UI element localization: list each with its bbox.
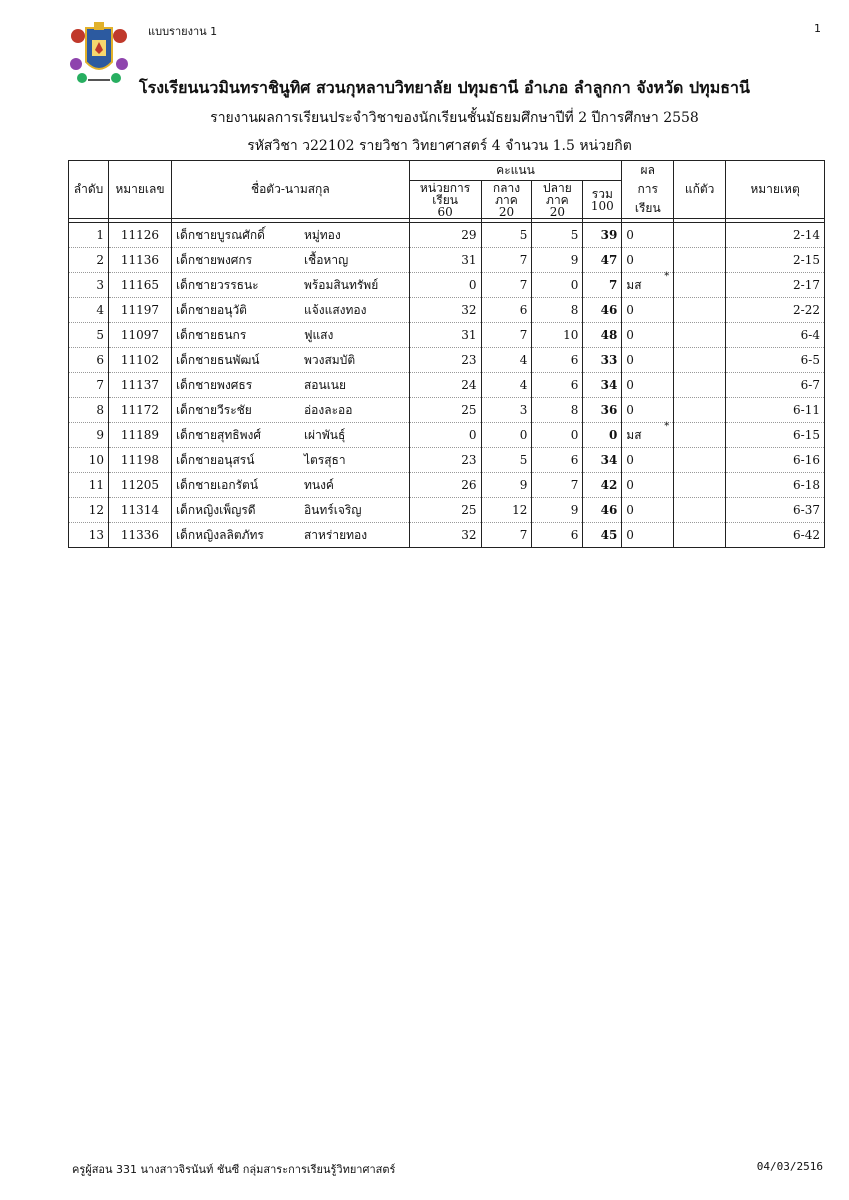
last-name: แจ้งแสงทอง [303, 302, 367, 317]
fix-cell [674, 373, 726, 398]
result-cell [622, 448, 674, 473]
fix-cell [674, 273, 726, 298]
score-mid: 9 [481, 473, 532, 498]
note-cell: 6-18 [726, 473, 825, 498]
score-mid: 12 [481, 498, 532, 523]
row-order: 11 [69, 473, 109, 498]
table-row [69, 423, 825, 448]
note-cell: 2-15 [726, 248, 825, 273]
report-title: รายงานผลการเรียนประจำวิชาของนักเรียนชั้นมัธยมศึกษาปีที่ 2 ปีการศึกษา 2558 [210, 110, 699, 126]
fix-cell [674, 348, 726, 373]
table-row [69, 473, 825, 498]
score-final: 0 [532, 273, 583, 298]
score-unit: 26 [409, 473, 481, 498]
score-unit: 32 [409, 298, 481, 323]
table-row [69, 273, 825, 298]
result-cell [622, 323, 674, 348]
teacher-footer: ครูผู้สอน 331 นางสาวจิรนันท์ ชันซี กลุ่มสาระการเรียนรู้วิทยาศาสตร์ [72, 1163, 396, 1176]
result-cell [622, 223, 674, 248]
student-id: 11205 [108, 473, 171, 498]
score-unit: 24 [409, 373, 481, 398]
result-cell [622, 473, 674, 498]
result-value: 0 [626, 353, 634, 367]
student-name [171, 448, 409, 473]
result-cell [622, 298, 674, 323]
student-id: 11336 [108, 523, 171, 548]
student-name [171, 348, 409, 373]
score-unit: 25 [409, 398, 481, 423]
result-value: 0 [626, 228, 634, 242]
table-row [69, 298, 825, 323]
fix-cell [674, 498, 726, 523]
score-total: 45 [583, 523, 622, 548]
row-order: 4 [69, 298, 109, 323]
student-name [171, 498, 409, 523]
fix-cell [674, 523, 726, 548]
student-name [171, 223, 409, 248]
student-name [171, 323, 409, 348]
first-name: เด็กชายวีระชัย [175, 402, 252, 417]
student-name [171, 373, 409, 398]
table-row [69, 373, 825, 398]
student-id: 11126 [108, 223, 171, 248]
last-name: อ่องละออ [303, 402, 353, 417]
fix-cell [674, 248, 726, 273]
score-mid: 5 [481, 448, 532, 473]
col-mid: กลางภาค 20 [481, 181, 532, 219]
student-id: 11137 [108, 373, 171, 398]
score-mid: 3 [481, 398, 532, 423]
first-name: เด็กหญิงลลิตภัทร [175, 527, 264, 542]
col-name: ชื่อตัว-นามสกุล [171, 161, 409, 219]
last-name: ฟูแสง [303, 327, 334, 342]
fix-cell [674, 473, 726, 498]
table-row [69, 448, 825, 473]
result-cell [622, 398, 674, 423]
result-value: 0 [626, 378, 634, 392]
student-id: 11172 [108, 398, 171, 423]
score-unit: 0 [409, 423, 481, 448]
col-fix: แก้ตัว [674, 161, 726, 219]
row-order: 7 [69, 373, 109, 398]
result-cell [622, 498, 674, 523]
note-cell: 2-14 [726, 223, 825, 248]
student-name [171, 473, 409, 498]
student-id: 11136 [108, 248, 171, 273]
score-unit: 23 [409, 348, 481, 373]
student-name [171, 273, 409, 298]
score-final: 7 [532, 473, 583, 498]
student-name [171, 248, 409, 273]
last-name: เผ่าพันธุ์ [303, 427, 346, 442]
last-name: พวงสมบัติ [303, 352, 356, 367]
table-row [69, 498, 825, 523]
score-total: 46 [583, 298, 622, 323]
student-name [171, 523, 409, 548]
score-total: 42 [583, 473, 622, 498]
row-order: 9 [69, 423, 109, 448]
result-value: มส [626, 277, 642, 292]
col-order: ลำดับ [69, 161, 109, 219]
fix-cell [674, 223, 726, 248]
table-row [69, 348, 825, 373]
first-name: เด็กชายพงศธร [175, 377, 253, 392]
score-final: 9 [532, 248, 583, 273]
score-total: 48 [583, 323, 622, 348]
fix-cell [674, 448, 726, 473]
col-note: หมายเหตุ [726, 161, 825, 219]
score-final: 10 [532, 323, 583, 348]
note-cell: 2-17 [726, 273, 825, 298]
col-id: หมายเลข [108, 161, 171, 219]
last-name: ทนงค์ [303, 477, 334, 492]
table-row [69, 398, 825, 423]
result-value: มส [626, 427, 642, 442]
first-name: เด็กชายธนกร [175, 327, 247, 342]
score-total: 34 [583, 448, 622, 473]
last-name: หมู่ทอง [303, 227, 341, 242]
score-total: 36 [583, 398, 622, 423]
last-name: พร้อมสินทรัพย์ [303, 277, 379, 292]
student-name [171, 298, 409, 323]
result-cell [622, 523, 674, 548]
student-id: 11189 [108, 423, 171, 448]
result-cell [622, 348, 674, 373]
first-name: เด็กชายสุทธิพงศ์ [175, 427, 261, 442]
score-final: 6 [532, 373, 583, 398]
score-total: 7 [583, 273, 622, 298]
result-value: 0 [626, 478, 634, 492]
result-cell [622, 273, 674, 298]
row-order: 12 [69, 498, 109, 523]
score-total: 47 [583, 248, 622, 273]
result-value: 0 [626, 528, 634, 542]
last-name: เชื้อหาญ [303, 252, 349, 267]
page-number: 1 [814, 22, 821, 35]
fix-cell [674, 398, 726, 423]
score-final: 6 [532, 448, 583, 473]
score-mid: 7 [481, 323, 532, 348]
score-final: 6 [532, 348, 583, 373]
student-name [171, 423, 409, 448]
score-mid: 4 [481, 348, 532, 373]
result-value: 0 [626, 453, 634, 467]
result-value: 0 [626, 253, 634, 267]
result-value: 0 [626, 328, 634, 342]
note-cell: 2-22 [726, 298, 825, 323]
last-name: สาหร่ายทอง [303, 527, 368, 542]
score-unit: 31 [409, 323, 481, 348]
note-cell: 6-11 [726, 398, 825, 423]
first-name: เด็กชายวรรธนะ [175, 277, 259, 292]
score-mid: 4 [481, 373, 532, 398]
student-id: 11198 [108, 448, 171, 473]
row-order: 1 [69, 223, 109, 248]
score-mid: 7 [481, 273, 532, 298]
row-order: 10 [69, 448, 109, 473]
note-cell: 6-42 [726, 523, 825, 548]
student-id: 11197 [108, 298, 171, 323]
first-name: เด็กหญิงเพ็ญรดี [175, 502, 256, 517]
score-total: 46 [583, 498, 622, 523]
result-star: * [664, 271, 670, 282]
note-cell: 6-5 [726, 348, 825, 373]
row-order: 2 [69, 248, 109, 273]
student-id: 11102 [108, 348, 171, 373]
student-id: 11165 [108, 273, 171, 298]
row-order: 13 [69, 523, 109, 548]
score-unit: 23 [409, 448, 481, 473]
result-cell [622, 423, 674, 448]
col-final: ปลายภาค 20 [532, 181, 583, 219]
col-total: รวม 100 [583, 181, 622, 219]
row-order: 8 [69, 398, 109, 423]
student-id: 11314 [108, 498, 171, 523]
student-id: 11097 [108, 323, 171, 348]
score-mid: 7 [481, 523, 532, 548]
grades-table [68, 160, 825, 548]
table-row [69, 523, 825, 548]
result-star: * [664, 421, 670, 432]
fix-cell [674, 298, 726, 323]
table-row [69, 223, 825, 248]
first-name: เด็กชายอนุสรน์ [175, 452, 255, 467]
col-result: ผล การเรียน [622, 161, 674, 219]
table-row [69, 248, 825, 273]
score-total: 33 [583, 348, 622, 373]
result-cell [622, 248, 674, 273]
result-cell [622, 373, 674, 398]
col-score-group: คะแนน [409, 161, 622, 181]
score-unit: 29 [409, 223, 481, 248]
row-order: 6 [69, 348, 109, 373]
result-value: 0 [626, 403, 634, 417]
note-cell: 6-7 [726, 373, 825, 398]
score-unit: 25 [409, 498, 481, 523]
score-total: 34 [583, 373, 622, 398]
note-cell: 6-16 [726, 448, 825, 473]
result-value: 0 [626, 303, 634, 317]
first-name: เด็กชายอนุวัติ [175, 302, 247, 317]
first-name: เด็กชายธนพัฒน์ [175, 352, 260, 367]
score-final: 6 [532, 523, 583, 548]
table-row [69, 323, 825, 348]
note-cell: 6-4 [726, 323, 825, 348]
last-name: สอนเนย [303, 377, 347, 392]
note-cell: 6-37 [726, 498, 825, 523]
fix-cell [674, 323, 726, 348]
col-unit: หน่วยการเรียน 60 [409, 181, 481, 219]
last-name: อินทร์เจริญ [303, 502, 362, 517]
score-total: 0 [583, 423, 622, 448]
score-mid: 0 [481, 423, 532, 448]
row-order: 5 [69, 323, 109, 348]
fix-cell [674, 423, 726, 448]
school-title: โรงเรียนนวมินทราชินูทิศ สวนกุหลาบวิทยาลัย ปทุมธานี อำเภอ ลำลูกกา จังหวัด ปทุมธานี [139, 78, 750, 97]
course-title: รหัสวิชา ว22102 รายวิชา วิทยาศาสตร์ 4 จำนวน 1.5 หน่วยกิต [247, 138, 632, 154]
score-final: 5 [532, 223, 583, 248]
print-date: 04/03/2516 [756, 1160, 823, 1173]
score-final: 8 [532, 298, 583, 323]
note-cell: 6-15 [726, 423, 825, 448]
student-name [171, 398, 409, 423]
score-mid: 5 [481, 223, 532, 248]
score-final: 8 [532, 398, 583, 423]
last-name: ไตรสุธา [303, 452, 346, 467]
score-mid: 7 [481, 248, 532, 273]
score-unit: 32 [409, 523, 481, 548]
score-final: 0 [532, 423, 583, 448]
first-name: เด็กชายเอกรัตน์ [175, 477, 259, 492]
first-name: เด็กชายพงศกร [175, 252, 253, 267]
score-final: 9 [532, 498, 583, 523]
score-unit: 31 [409, 248, 481, 273]
row-order: 3 [69, 273, 109, 298]
result-value: 0 [626, 503, 634, 517]
score-total: 39 [583, 223, 622, 248]
form-label: แบบรายงาน 1 [148, 25, 218, 38]
score-mid: 6 [481, 298, 532, 323]
score-unit: 0 [409, 273, 481, 298]
first-name: เด็กชายบูรณศักดิ์ [175, 227, 265, 242]
